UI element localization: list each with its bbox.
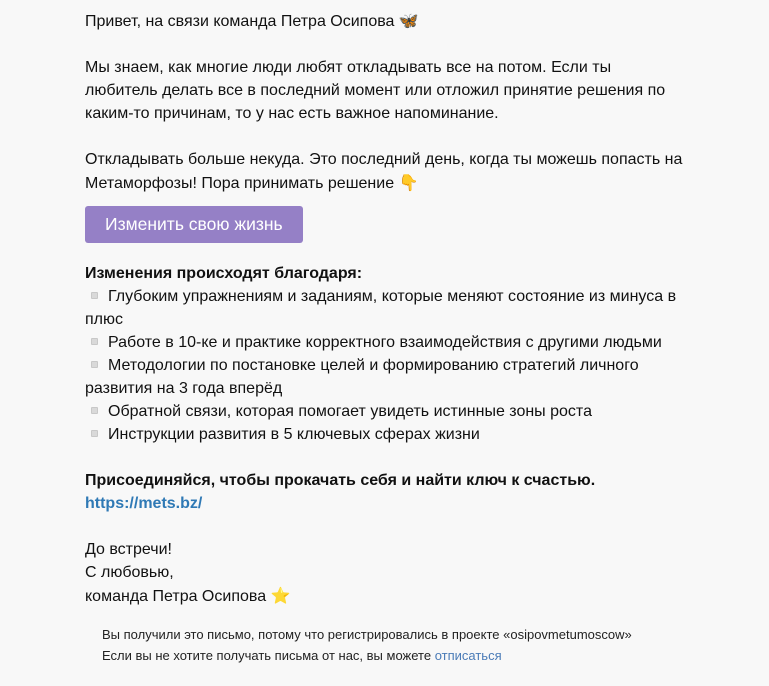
pointing-down-icon: 👇 [398,173,419,192]
unsubscribe-link[interactable]: отписаться [434,648,502,663]
spacer [85,125,685,148]
join-text: Присоединяйся, чтобы прокачать себя и найти ключ к счастью. [85,472,596,489]
mets-link[interactable]: https://mets.bz/ [85,495,203,512]
signoff-line-1: До встречи! [85,541,172,558]
list-item-text: Работе в 10-ке и практике корректного взаимодействия с другими людьми [108,334,662,351]
spacer [85,515,685,538]
paragraph-deadline-text: Откладывать больше некуда. Это последний день, когда ты можешь попасть на Метаморфозы! Пора принимать решение [85,151,683,192]
butterfly-icon: 🦋 [398,11,419,30]
square-bullet-icon [91,407,98,414]
signoff-team: команда Петра Осипова [85,588,267,605]
change-your-life-button[interactable]: Изменить свою жизнь [85,206,303,243]
square-bullet-icon [91,361,98,368]
footer-unsubscribe-text: Если вы не хотите получать письма от нас, вы можете [102,648,432,663]
changes-list [85,285,685,446]
list-item-text: Обратной связи, которая помогает увидеть истинные зоны роста [108,403,592,420]
square-bullet-icon [91,430,98,437]
spacer [85,33,685,56]
paragraph-deadline [85,148,685,195]
greeting-text: Привет, на связи команда Петра Осипова [85,13,395,30]
paragraph-reminder: Мы знаем, как многие люди любят откладывать все на потом. Если ты любитель делать все в последний момент или отложил принятие решения по каким-то причинам, то у нас есть важное напоминание. [85,59,666,122]
changes-heading: Изменения происходят благодаря: [85,265,363,282]
signoff-line-3 [85,584,685,608]
square-bullet-icon [91,292,98,299]
join-link-line [85,492,685,515]
list-item-text: Глубоким упражнениям и заданиям, которые меняют состояние из минуса в плюс [85,288,677,328]
footer-unsubscribe-line [102,645,742,666]
list-item [85,400,685,423]
list-item [85,331,685,354]
list-item [85,423,685,446]
list-item [85,354,685,400]
greeting [85,9,685,33]
email-footer [102,624,742,666]
list-item-text: Методологии по постановке целей и формированию стратегий личного развития на 3 года вперёд [85,357,639,397]
signoff-line-2: С любовью, [85,564,174,581]
footer-registration-note: Вы получили это письмо, потому что регистрировались в проекте «osipovmetumoscow» [102,627,632,642]
list-item [85,285,685,331]
list-item-text: Инструкции развития в 5 ключевых сферах жизни [108,426,480,443]
spacer [85,446,685,469]
star-icon: ⭐ [270,586,291,605]
email-body [85,9,685,608]
square-bullet-icon [91,338,98,345]
